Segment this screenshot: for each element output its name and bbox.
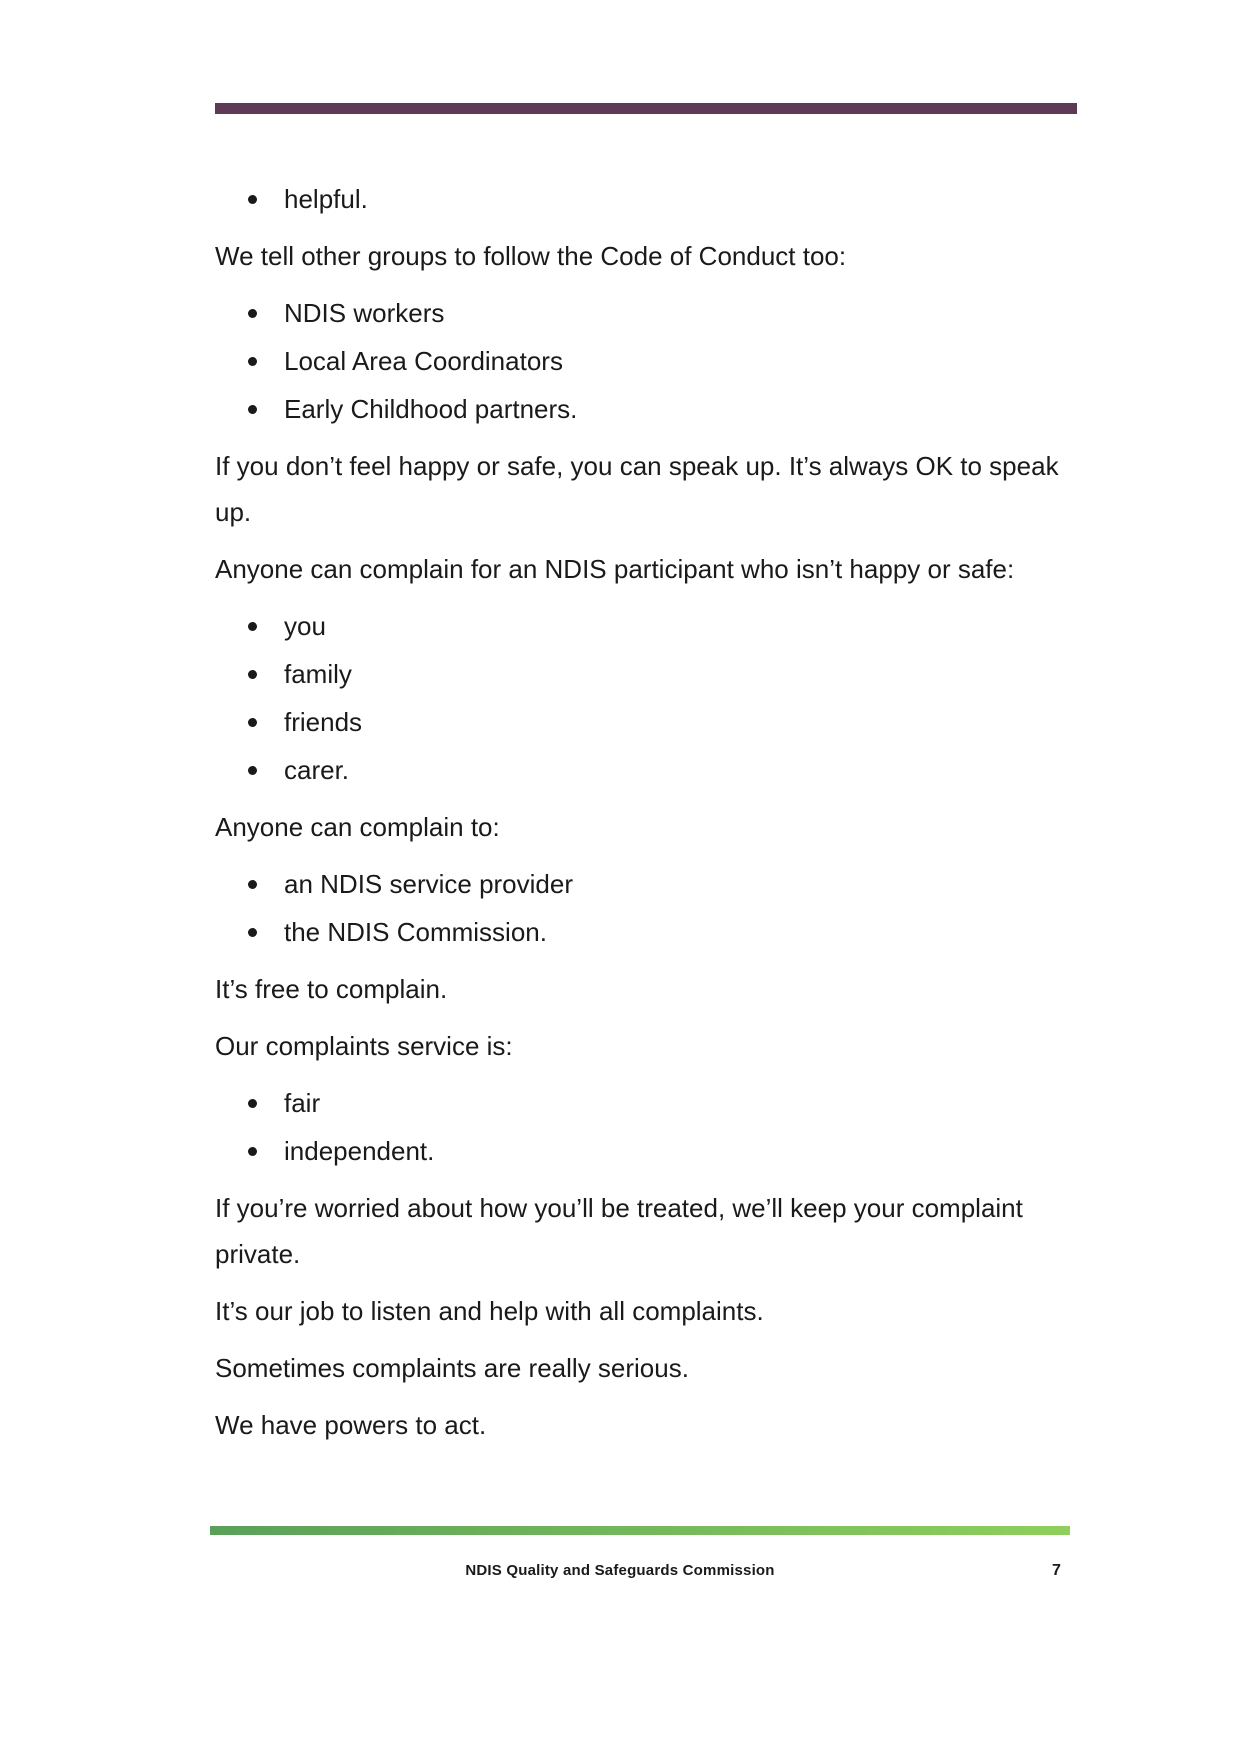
list-item	[215, 747, 1075, 793]
paragraph: If you don’t feel happy or safe, you can speak up. It’s always OK to speak up.	[215, 451, 1059, 527]
paragraph: Anyone can complain to:	[215, 812, 500, 842]
paragraph: It’s our job to listen and help with all complaints.	[215, 1296, 764, 1326]
paragraph: We have powers to act.	[215, 1410, 487, 1440]
bullet-icon	[248, 1147, 257, 1156]
bullet-icon	[248, 405, 257, 414]
page-body	[215, 176, 1075, 1459]
bullet-list	[215, 176, 1075, 222]
list-item-text: Local Area Coordinators	[284, 346, 563, 376]
bullet-icon	[248, 766, 257, 775]
bullet-icon	[248, 622, 257, 631]
list-item-text: family	[284, 659, 352, 689]
bullet-icon	[248, 670, 257, 679]
bullet-icon	[248, 928, 257, 937]
header-divider	[215, 103, 1077, 114]
list-item-text: helpful.	[284, 184, 368, 214]
list-item	[215, 861, 1075, 907]
paragraph: We tell other groups to follow the Code of Conduct too:	[215, 241, 847, 271]
list-item	[215, 699, 1075, 745]
bullet-icon	[248, 309, 257, 318]
bullet-list	[215, 861, 1075, 955]
list-item-text: carer.	[284, 755, 350, 785]
list-item	[215, 290, 1075, 336]
list-item-text: NDIS workers	[284, 298, 445, 328]
list-item-text: independent.	[284, 1136, 435, 1166]
list-item	[215, 338, 1075, 384]
list-item	[215, 603, 1075, 649]
list-item	[215, 909, 1075, 955]
list-item	[215, 176, 1075, 222]
bullet-icon	[248, 195, 257, 204]
list-item	[215, 1128, 1075, 1174]
footer-divider	[210, 1526, 1070, 1535]
list-item-text: you	[284, 611, 326, 641]
bullet-list	[215, 603, 1075, 793]
bullet-icon	[248, 718, 257, 727]
list-item	[215, 1080, 1075, 1126]
list-item-text: Early Childhood partners.	[284, 394, 578, 424]
list-item-text: an NDIS service provider	[284, 869, 573, 899]
paragraph: Anyone can complain for an NDIS participant who isn’t happy or safe:	[215, 554, 1015, 584]
bullet-icon	[248, 1099, 257, 1108]
paragraph: If you’re worried about how you’ll be treated, we’ll keep your complaint private.	[215, 1193, 1023, 1269]
list-item	[215, 651, 1075, 697]
paragraph: Our complaints service is:	[215, 1031, 513, 1061]
bullet-list	[215, 1080, 1075, 1174]
paragraph: It’s free to complain.	[215, 974, 448, 1004]
bullet-icon	[248, 357, 257, 366]
footer-title: NDIS Quality and Safeguards Commission	[465, 1562, 775, 1579]
bullet-list	[215, 290, 1075, 432]
list-item-text: friends	[284, 707, 363, 737]
paragraph: Sometimes complaints are really serious.	[215, 1353, 689, 1383]
list-item	[215, 386, 1075, 432]
list-item-text: fair	[284, 1088, 321, 1118]
bullet-icon	[248, 880, 257, 889]
list-item-text: the NDIS Commission.	[284, 917, 547, 947]
page-number: 7	[1052, 1562, 1061, 1579]
